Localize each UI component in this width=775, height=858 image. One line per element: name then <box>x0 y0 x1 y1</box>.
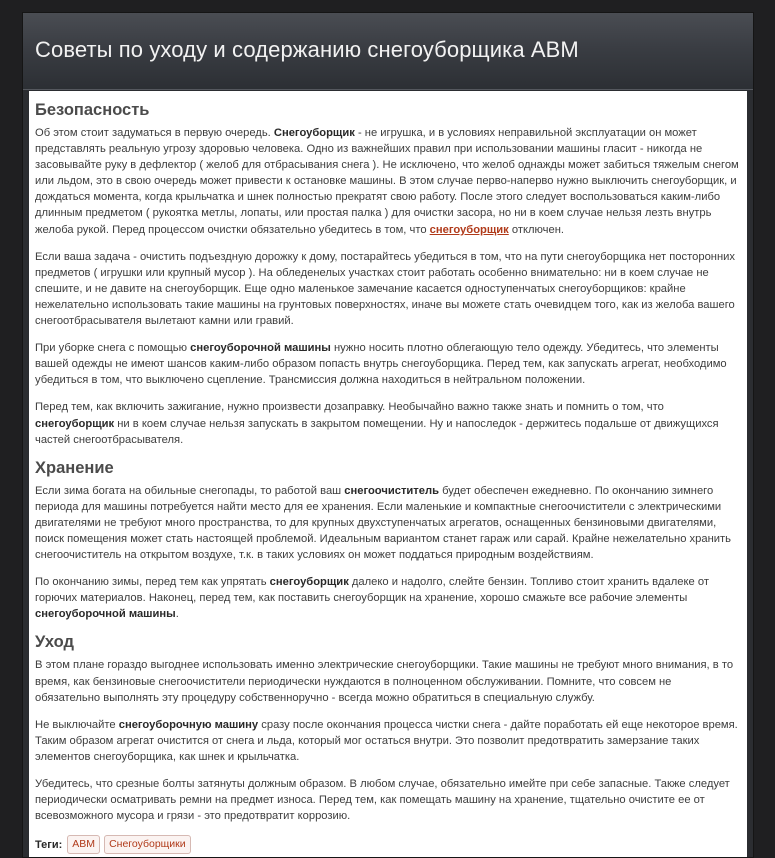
tags-bar <box>35 835 739 854</box>
article-paragraph <box>35 776 739 824</box>
bold-keyword: снегоуборочной машины <box>35 608 176 621</box>
tag-link[interactable]: Снегоуборщики <box>104 835 191 854</box>
page-header <box>23 13 753 90</box>
text-run: будет обеспечен ежедневно. По окончанию зимнего периода для машины потребуется найти место для ее хранения. Если маленькие и компактные снегоочистители с электрическими двигателями не требуют много пространства, то для крупных двухступенчатых агрегатов, оснащенных бензиновыми двигателями, поиск помещения может стать настоящей проблемой. Идеальным вариантом станет гараж или сарай. Крайне нежелательно хранить снегоочиститель на открытом воздухе, т.к. в таких условиях он может поддаться природным воздействиям. <box>35 484 731 562</box>
text-run: отключен. <box>508 223 565 236</box>
bold-keyword: снегоуборщик <box>35 417 115 430</box>
bold-keyword: снегоуборочную машину <box>118 718 259 731</box>
article-paragraph <box>35 249 739 329</box>
text-run: - не игрушка, и в условиях неправильной эксплуатации он может представлять реальную угрозу здоровью человека. Одно из важнейших правил при использовании машины гласит - никогда не засовывайте руку в дефлектор ( желоб для отбрасывания снега ). Не исключено, что желоб однажды может забиться тяжелым снегом или льдом, это в свою очередь может привести к остановке машины. В этом случае перво-наперво нужно выключить снегоуборщик, и дождаться момента, когда крыльчатка и шнек полностью прекратят свою работу. После этого следует воспользоваться каким-либо длинным предметом ( рукоятка метлы, лопаты, или простая палка ) для очистки засора, но ни в коем случае нельзя лезть внутрь желоба рукой. Перед процессом очистки обязательно убедитесь в том, что <box>35 127 739 236</box>
text-run: В этом плане гораздо выгоднее использовать именно электрические снегоуборщики. Такие машины не требуют много внимания, в то время, как бензиновые снегоочистители периодически нуждаются в полноценном обслуживании. Помните, что совсем не обязательно выполнять эту процедуру собственноручно - всегда можно обратиться в специальную службу. <box>35 659 734 704</box>
text-run: ни в коем случае нельзя запускать в закрытом помещении. Ну и напоследок - держитесь подальше от движущихся частей снегоотбрасывателя. <box>35 417 719 446</box>
text-run: Перед тем, как включить зажигание, нужно произвести дозаправку. Необычайно важно также знать и помнить о том, что <box>35 401 664 414</box>
article-paragraph <box>35 125 739 238</box>
text-run: Если зима богата на обильные снегопады, то работой ваш <box>35 484 345 497</box>
article-paragraph <box>35 717 739 765</box>
article-body <box>29 91 747 857</box>
section-heading: Уход <box>35 633 74 652</box>
bold-keyword: снегоуборщик <box>269 576 349 589</box>
article-paragraph <box>35 399 739 447</box>
text-run: По окончанию зимы, перед тем как упрятать <box>35 576 270 589</box>
article-paragraph <box>35 657 739 705</box>
article-paragraph <box>35 340 739 388</box>
text-run: нужно носить плотно облегающую тело одежду. Убедитесь, что элементы вашей одежды не имеют шансов каким-либо образом попасть внутрь снегоуборщика. Перед тем, как запускать агрегат, необходимо убедиться в том, что выключено сцепление. Трансмиссия должна находиться в нейтральном положении. <box>35 342 727 387</box>
page-title: Советы по уходу и содержанию снегоуборщика ABM <box>35 37 579 62</box>
article-paragraph <box>35 483 739 563</box>
section-heading: Хранение <box>35 458 114 477</box>
bold-keyword: Снегоуборщик <box>273 127 355 139</box>
text-run: . <box>175 608 179 621</box>
text-run: Об этом стоит задуматься в первую очередь. <box>35 127 274 139</box>
bold-keyword: снегоочиститель <box>344 484 439 497</box>
bold-keyword: снегоуборочной машины <box>190 342 331 355</box>
text-run: Убедитесь, что срезные болты затянуты должным образом. В любом случае, обязательно имейте при себе запасные. Также следует периодически осматривать ремни на предмет износа. Перед тем, как помещать машину на хранение, тщательно очистите ее от всевозможного мусора и грязи - это предотвратит коррозию. <box>35 778 730 823</box>
tags-label: Теги: <box>35 838 63 851</box>
text-run: далеко и надолго, слейте бензин. Топливо стоит хранить вдалеке от горючих материалов. Наконец, перед тем, как поставить снегоуборщик на хранение, хорошо смажьте все рабочие элементы <box>35 576 709 605</box>
text-run: Если ваша задача - очистить подъездную дорожку к дому, постарайтесь убедиться в том, что на пути снегоуборщика нет посторонних предметов ( игрушки или крупный мусор ). На обледенелых участках стоит работать особенно внимательно: ни в коем случае не спешите, и не давите на снегоуборщик. Еще одно маленькое замечание касается одноступенчатых снегоуборщиков: крайне нежелательно использовать такие машины на грунтовых поверхностях, иначе вы можете стать очевидцем того, как из желоба вашего снегоотбрасывателя вылетают камни или гравий. <box>35 250 735 328</box>
text-run: При уборке снега с помощью <box>35 342 191 355</box>
text-run: сразу после окончания процесса чистки снега - дайте поработать ей еще некоторое время. Таким образом агрегат очистится от снега и льда, который мог остаться внутри. Это позволит предотвратить замерзание таких элементов снегоуборщика, как шнек и крыльчатка. <box>35 718 738 763</box>
article-paragraph <box>35 574 739 622</box>
page-frame <box>22 12 754 858</box>
tag-link[interactable]: ABM <box>67 835 100 854</box>
keyword-link[interactable]: снегоуборщик <box>429 223 509 236</box>
text-run: Не выключайте <box>35 718 119 731</box>
section-heading: Безопасность <box>35 101 150 119</box>
